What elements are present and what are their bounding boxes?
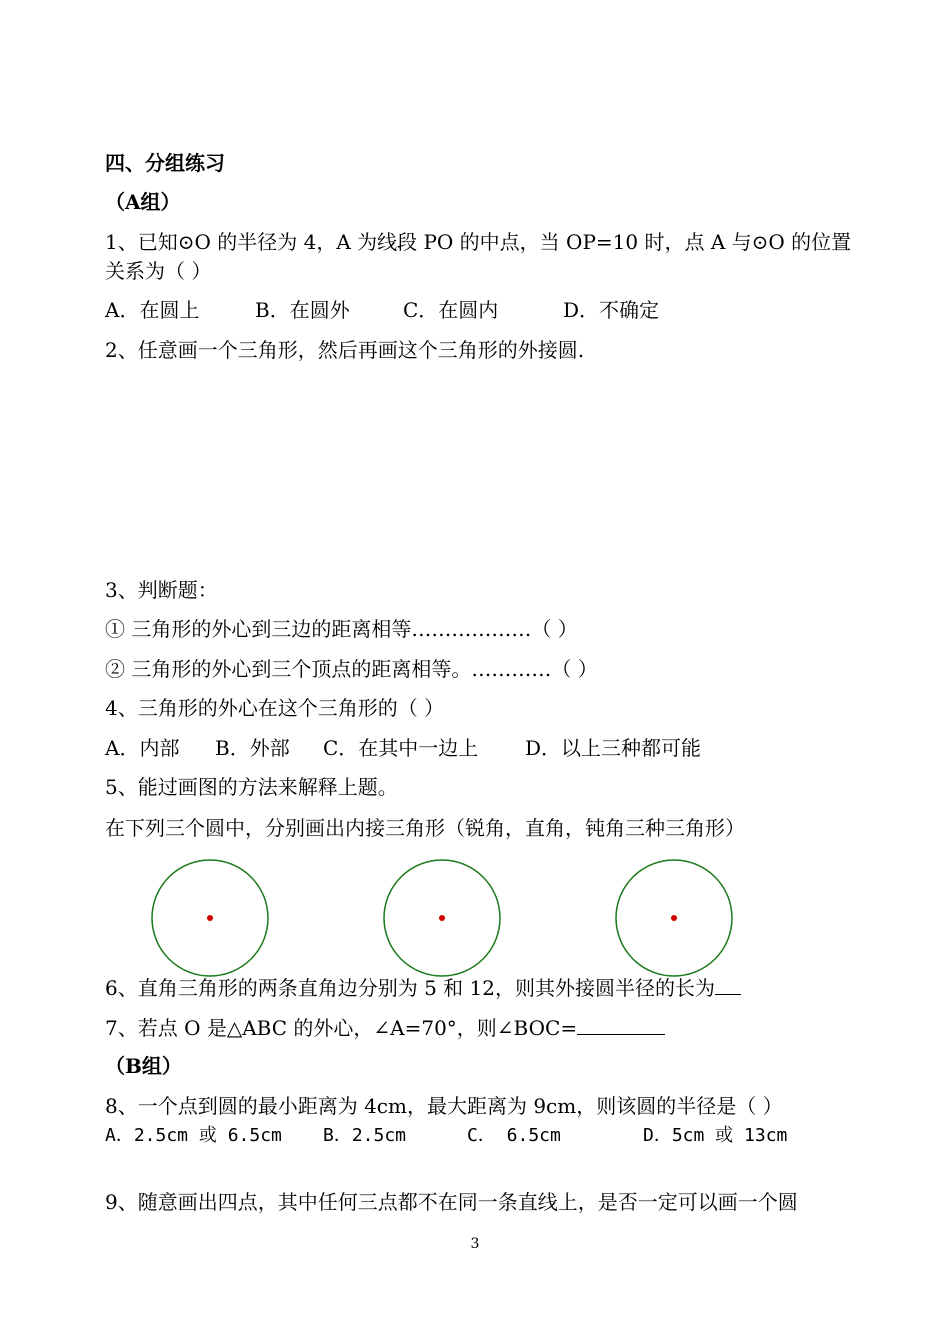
q7-answer-blank[interactable] xyxy=(577,1014,665,1035)
q8-option-b: B．2.5cm xyxy=(323,1125,407,1146)
page-number: 3 xyxy=(470,1236,480,1252)
q5-instruction: 在下列三个圆中，分别画出内接三角形（锐角，直角，钝角三种三角形） xyxy=(105,816,745,840)
q7-text: 7、若点 O 是△ABC 的外心，∠A=70°，则∠BOC= xyxy=(105,1016,578,1040)
q8-options xyxy=(105,1123,787,1149)
q3-title: 3、判断题： xyxy=(105,578,218,602)
q4-option-b: B．外部 xyxy=(215,736,290,760)
q6-text: 6、直角三角形的两条直角边分别为 5 和 12，则其外接圆半径的长为 xyxy=(105,976,715,1000)
drawing-circle-3 xyxy=(614,858,734,978)
q4-option-a: A．内部 xyxy=(105,736,180,760)
q2-text: 2、任意画一个三角形，然后再画这个三角形的外接圆. xyxy=(105,338,585,362)
group-a-heading: （A组） xyxy=(105,190,181,214)
q8-option-c: C． 6.5cm xyxy=(467,1125,561,1146)
q5-text: 5、能过画图的方法来解释上题。 xyxy=(105,775,398,799)
q1-option-d: D．不确定 xyxy=(563,298,660,322)
q1-line2: 关系为（ ） xyxy=(105,259,212,283)
q1-option-a: A．在圆上 xyxy=(105,298,200,322)
q4-options xyxy=(105,735,701,761)
q8-option-a: A．2.5cm 或 6.5cm xyxy=(105,1125,282,1146)
q1-option-b: B．在圆外 xyxy=(255,298,350,322)
q4-text: 4、三角形的外心在这个三角形的（ ） xyxy=(105,696,445,720)
group-b-heading: （B组） xyxy=(105,1054,182,1078)
drawing-circle-1 xyxy=(150,858,270,978)
q1-options xyxy=(105,297,659,323)
q9-text: 9、随意画出四点，其中任何三点都不在同一条直线上，是否一定可以画一个圆 xyxy=(105,1190,798,1214)
q4-option-d: D．以上三种都可能 xyxy=(525,736,702,760)
q3-item2: ② 三角形的外心到三个顶点的距离相等。…………（ ） xyxy=(105,657,598,681)
q8-option-d: D．5cm 或 13cm xyxy=(643,1125,788,1146)
q1-line1: 1、已知⊙O 的半径为 4，A 为线段 PO 的中点，当 OP=10 时，点 A 与⊙O 的位置 xyxy=(105,230,852,254)
q8-text: 8、一个点到圆的最小距离为 4cm，最大距离为 9cm，则该圆的半径是（ ） xyxy=(105,1094,783,1118)
section-title: 四、分组练习 xyxy=(105,151,225,175)
q6-answer-blank[interactable] xyxy=(715,974,741,995)
q4-option-c: C．在其中一边上 xyxy=(323,736,479,760)
q3-item1: ① 三角形的外心到三边的距离相等………………（ ） xyxy=(105,617,578,641)
drawing-circle-2 xyxy=(382,858,502,978)
q1-option-c: C．在圆内 xyxy=(403,298,499,322)
q6-line xyxy=(105,974,741,1001)
q7-line xyxy=(105,1014,665,1041)
